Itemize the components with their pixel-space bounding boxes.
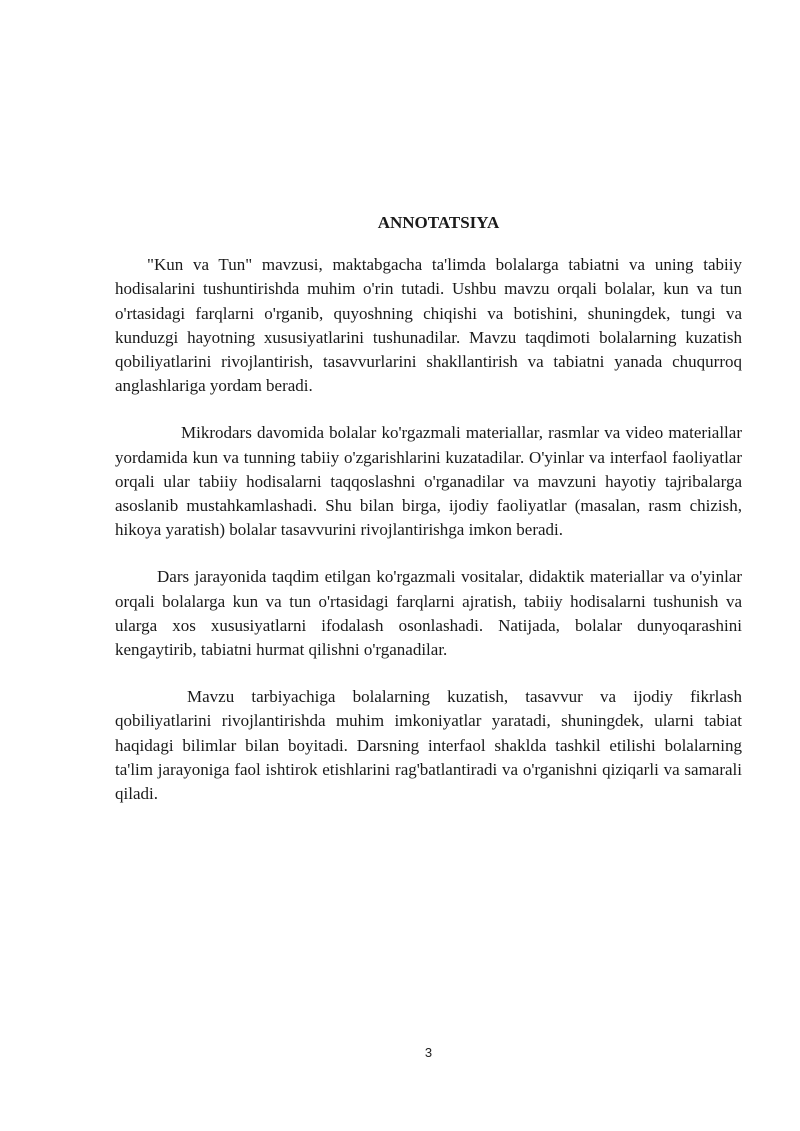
paragraph-3: Dars jarayonida taqdim etilgan ko'rgazmali vositalar, didaktik materiallar va o'yinlar orqali bolalarga kun va tun o'rtasidagi farqlarni ajratish, tabiiy hodisalarni tushunish va ularga xos xususiyatlarni ifodalash osonlashadi. Natijada, bolalar dunyoqarashini kengaytirib, tabiatni hurmat qilishni o'rganadilar. [115, 567, 742, 660]
paragraph-2: Mikrodars davomida bolalar ko'rgazmali materiallar, rasmlar va video materiallar yordamida kun va tunning tabiiy o'zgarishlarini kuzatadilar. O'yinlar va interfaol faoliyatlar orqali ular tabiiy hodisalarni taqqoslashni o'rganadilar va mavzuni hayotiy tajribalarga asoslanib mustahkamlashadi. Shu bilan birga, ijodiy faoliyatlar (masalan, rasm chizish, hikoya yaratish) bolalar tasavvurini rivojlantirishga imkon beradi. [115, 423, 742, 540]
annotation-title: ANNOTATSIYA [377, 213, 500, 232]
paragraph-4: Mavzu tarbiyachiga bolalarning kuzatish, tasavvur va ijodiy fikrlash qobiliyatlarini rivojlantirishda muhim imkoniyatlar yaratadi, shuningdek, ularni tabiat haqidagi bilimlar bilan boyitadi. Darsning interfaol shaklda tashkil etilishi bolalarning ta'lim jarayoniga faol ishtirok etishlarini rag'batlantiradi va o'rganishni qiziqarli va samarali qiladi. [115, 687, 742, 804]
document-body [115, 211, 742, 829]
paragraph-1: "Kun va Tun" mavzusi, maktabgacha ta'limda bolalarga tabiatni va uning tabiiy hodisalarini tushuntirishda muhim o'rin tutadi. Ushbu mavzu orqali bolalar, kun va tun o'rtasidagi farqlarni o'rganib, quyoshning chiqishi va botishini, shuningdek, tungi va kunduzgi hayotning xususiyatlarini tushunadilar. Mavzu taqdimoti bolalarning kuzatish qobiliyatlarini rivojlantirish, tasavvurlarini shakllantirish va tabiatni yanada chuqurroq anglashlariga yordam beradi. [115, 255, 742, 396]
page-number: 3 [424, 1045, 433, 1060]
